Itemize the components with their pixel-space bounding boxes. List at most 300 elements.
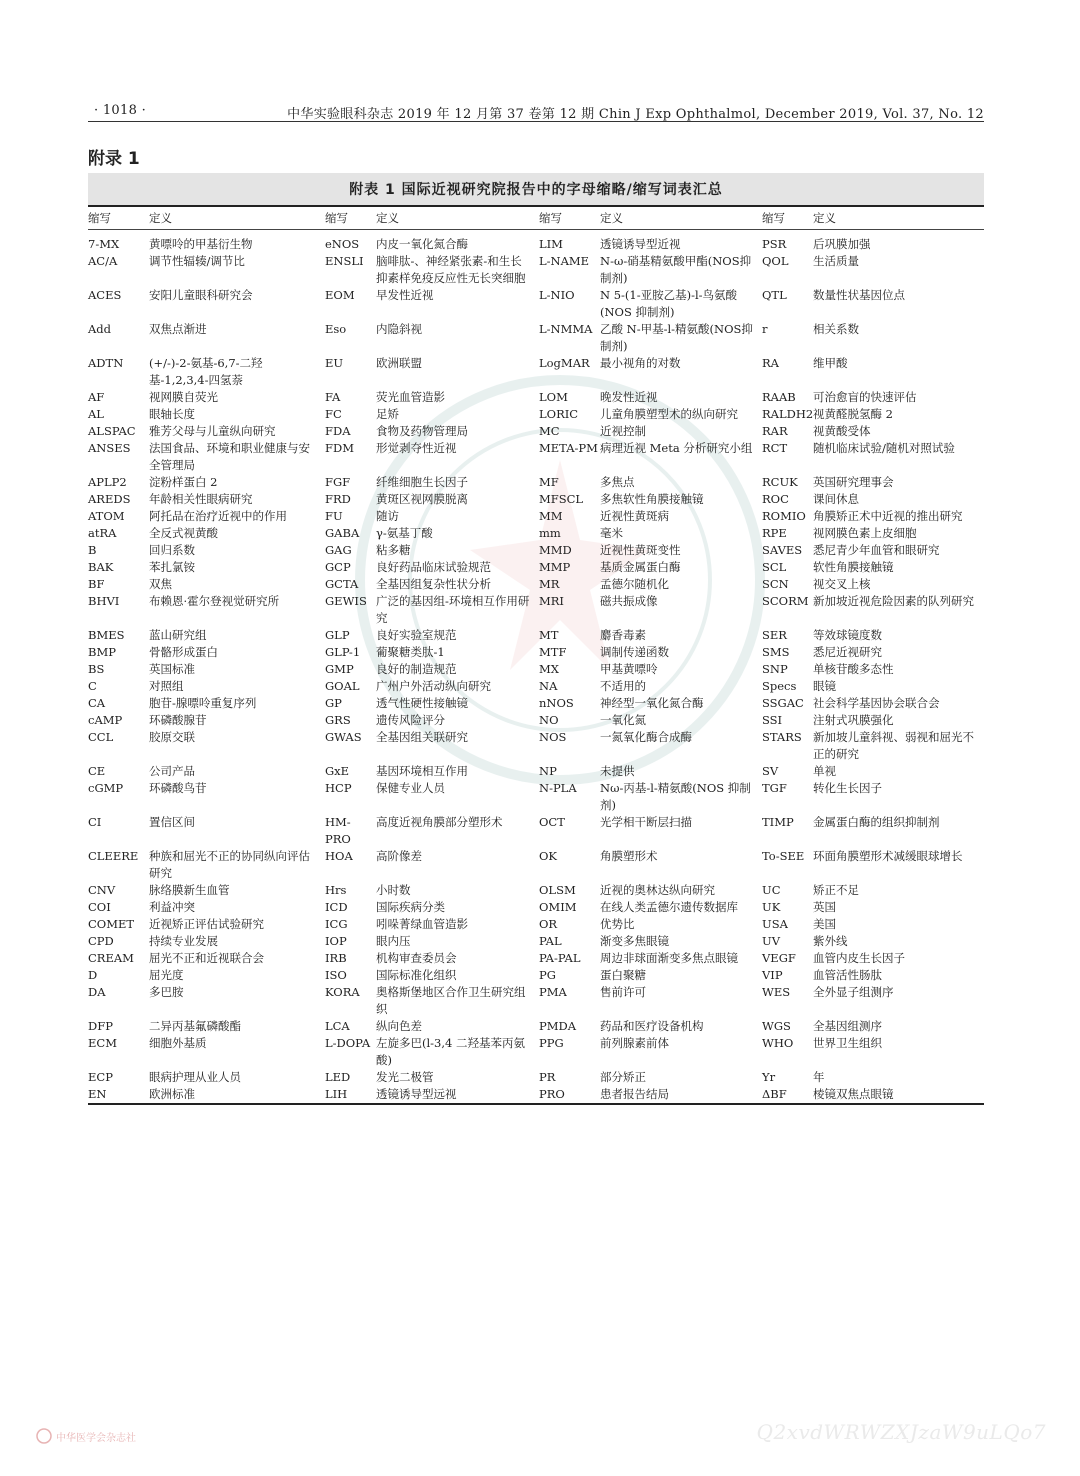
abbreviation-cell: TIMP (762, 815, 794, 829)
definition-cell: 年 (813, 1070, 825, 1084)
definition-cell: 转化生长因子 (813, 781, 882, 795)
definition-cell: 视网膜自荧光 (149, 390, 218, 404)
abbreviation-cell: RAR (762, 424, 788, 438)
abbreviation-cell: SNP (762, 662, 788, 676)
definition-cell: 奥格斯堡地区合作卫生研究组织 (376, 985, 526, 1016)
abbreviation-cell: PPG (539, 1036, 564, 1050)
definition-cell: 英国 (813, 900, 836, 914)
abbreviation-cell: FC (325, 407, 342, 421)
definition-cell: 前列腺素前体 (600, 1036, 669, 1050)
table-row (88, 678, 984, 695)
definition-cell: 乙酸 N-甲基-l-精氨酸(NOS抑制剂) (600, 322, 753, 353)
definition-cell: 周边非球面渐变多焦点眼镜 (600, 951, 738, 965)
abbreviation-cell: ANSES (88, 441, 131, 455)
column-header: 定义 (376, 207, 539, 230)
definition-cell: 世界卫生组织 (813, 1036, 882, 1050)
definition-cell: 左旋多巴(l-3,4 二羟基苯丙氨酸) (376, 1036, 525, 1067)
definition-cell: 紫外线 (813, 934, 848, 948)
definition-cell: 置信区间 (149, 815, 195, 829)
column-header: 定义 (149, 207, 325, 230)
definition-cell: 视黄醛脱氢酶 2 (813, 407, 893, 421)
table-row (88, 593, 984, 627)
definition-cell: 维甲酸 (813, 356, 848, 370)
definition-cell: 磁共振成像 (600, 594, 658, 608)
definition-cell: 布赖恩·霍尔登视觉研究所 (149, 594, 280, 608)
definition-cell: 小时数 (376, 883, 411, 897)
definition-cell: 患者报告结局 (600, 1086, 762, 1104)
definition-cell: 良好的制造规范 (376, 662, 457, 676)
definition-cell: 棱镜双焦点眼镜 (813, 1086, 984, 1104)
definition-cell: 阿托品在治疗近视中的作用 (149, 509, 287, 523)
definition-cell: 全基因组关联研究 (376, 730, 468, 744)
running-header (88, 101, 984, 122)
abbreviation-cell: ICG (325, 917, 348, 931)
abbreviation-cell: LIM (539, 237, 563, 251)
abbreviation-cell: N-PLA (539, 781, 577, 795)
abbreviation-cell: EOM (325, 288, 355, 302)
abbreviation-cell: COI (88, 900, 111, 914)
abbreviation-cell: RPE (762, 526, 787, 540)
definition-cell: 高度近视角膜部分塑形术 (376, 815, 503, 829)
abbreviation-cell: CPD (88, 934, 114, 948)
column-header: 缩写 (88, 207, 149, 230)
abbreviation-cell: BS (88, 662, 105, 676)
abbreviation-cell: VEGF (762, 951, 796, 965)
abbreviation-cell: RCUK (762, 475, 798, 489)
definition-cell: 粘多糖 (376, 543, 411, 557)
abbreviation-cell: PMA (539, 985, 567, 999)
definition-cell: 血管活性肠肽 (813, 968, 882, 982)
definition-cell: 良好实验室规范 (376, 628, 457, 642)
table-row (88, 848, 984, 882)
abbreviation-cell: PSR (762, 237, 787, 251)
definition-cell: 发光二极管 (376, 1070, 434, 1084)
abbreviation-cell: GABA (325, 526, 360, 540)
definition-cell: 金属蛋白酶的组织抑制剂 (813, 815, 940, 829)
definition-cell: 黄斑区视网膜脱离 (376, 492, 468, 506)
definition-cell: 高阶像差 (376, 849, 422, 863)
page-number: · 1018 · (94, 103, 147, 118)
abbreviation-cell: PR (539, 1070, 556, 1084)
definition-cell: 软性角膜接触镜 (813, 560, 894, 574)
abbreviation-cell: GAG (325, 543, 352, 557)
definition-cell: 全基因组测序 (813, 1019, 882, 1033)
definition-cell: 淀粉样蛋白 2 (149, 475, 218, 489)
definition-cell: 在线人类孟德尔遗传数据库 (600, 900, 738, 914)
abbreviation-cell: MTF (539, 645, 567, 659)
definition-cell: 不适用的 (600, 679, 646, 693)
table-row (88, 780, 984, 814)
table-row (88, 882, 984, 899)
definition-cell: 孟德尔随机化 (600, 577, 669, 591)
abbreviation-cell: META-PM (539, 441, 598, 455)
abbreviation-cell: IOP (325, 934, 347, 948)
abbreviation-cell: FDA (325, 424, 351, 438)
abbreviation-cell: OR (539, 917, 558, 931)
table-row (88, 474, 984, 491)
table-caption (88, 173, 984, 207)
definition-cell: 遗传风险评分 (376, 713, 445, 727)
abbreviation-cell: mm (539, 526, 561, 540)
abbreviation-cell: ΔBF (762, 1086, 813, 1104)
definition-cell: 眼镜 (813, 679, 836, 693)
table-row (88, 814, 984, 848)
table-row (88, 559, 984, 576)
abbreviation-cell: SMS (762, 645, 790, 659)
column-header: 缩写 (325, 207, 376, 230)
definition-cell: 相关系数 (813, 322, 859, 336)
abbreviation-cell: HOA (325, 849, 353, 863)
abbreviation-cell: eNOS (325, 237, 360, 251)
table-header-row (88, 207, 984, 230)
abbreviation-cell: MMD (539, 543, 572, 557)
abbreviation-cell: Specs (762, 679, 797, 693)
definition-cell: 生活质量 (813, 254, 859, 268)
abbreviation-cell: MFSCL (539, 492, 584, 506)
table-row (88, 984, 984, 1018)
abbreviation-cell: NO (539, 713, 559, 727)
definition-cell: 神经型一氧化氮合酶 (600, 696, 704, 710)
table-row (88, 287, 984, 321)
abbreviation-cell: MT (539, 628, 559, 642)
definition-cell: 纤维细胞生长因子 (376, 475, 468, 489)
abbreviation-table (88, 207, 984, 1105)
definition-cell: (+/-)-2-氨基-6,7-二羟基-1,2,3,4-四氢萘 (149, 356, 263, 387)
definition-cell: 广泛的基因组-环境相互作用研究 (376, 594, 530, 625)
abbreviation-cell: GWAS (325, 730, 362, 744)
abbreviation-cell: ALSPAC (88, 424, 136, 438)
abbreviation-cell: KORA (325, 985, 360, 999)
abbreviation-cell: LogMAR (539, 356, 590, 370)
definition-cell: 透镜诱导型远视 (376, 1086, 539, 1104)
abbreviation-cell: USA (762, 917, 788, 931)
definition-cell: 胶原交联 (149, 730, 195, 744)
definition-cell: N-ω-硝基精氨酸甲酯(NOS抑制剂) (600, 254, 752, 285)
table-row (88, 389, 984, 406)
table-row (88, 525, 984, 542)
table-row (88, 1018, 984, 1035)
abbreviation-cell: ECM (88, 1036, 117, 1050)
definition-cell: 细胞外基质 (149, 1036, 207, 1050)
abbreviation-cell: NP (539, 764, 557, 778)
definition-cell: 眼内压 (376, 934, 411, 948)
abbreviation-cell: UC (762, 883, 781, 897)
abbreviation-cell: GMP (325, 662, 354, 676)
abbreviation-cell: BHVI (88, 594, 120, 608)
definition-cell: 脉络膜新生血管 (149, 883, 230, 897)
abbreviation-cell: OMIM (539, 900, 577, 914)
abbreviation-cell: To-SEE (762, 849, 805, 863)
abbreviation-cell: cGMP (88, 781, 124, 795)
abbreviation-cell: Add (88, 322, 112, 336)
definition-cell: 欧洲联盟 (376, 356, 422, 370)
definition-cell: 视黄酸受体 (813, 424, 871, 438)
abbreviation-cell: MF (539, 475, 559, 489)
definition-cell: 麝香毒素 (600, 628, 646, 642)
definition-cell: 国际标准化组织 (376, 968, 457, 982)
abbreviation-cell: B (88, 543, 97, 557)
abbreviation-cell: NA (539, 679, 558, 693)
definition-cell: 吲哚菁绿血管造影 (376, 917, 468, 931)
abbreviation-cell: FGF (325, 475, 351, 489)
abbreviation-cell: GCTA (325, 577, 359, 591)
table-caption-text: 附表 1 国际近视研究院报告中的字母缩略/缩写词表汇总 (349, 182, 723, 198)
definition-cell: 全反式视黄酸 (149, 526, 218, 540)
table-row (88, 355, 984, 389)
abbreviation-cell: ACES (88, 288, 122, 302)
definition-cell: 新加坡儿童斜视、弱视和屈光不正的研究 (813, 730, 974, 761)
definition-cell: 悉尼近视研究 (813, 645, 882, 659)
definition-cell: 良好药品临床试验规范 (376, 560, 491, 574)
definition-cell: 角膜矫正术中近视的推出研究 (813, 509, 963, 523)
definition-cell: 渐变多焦眼镜 (600, 934, 669, 948)
abbreviation-cell: TGF (762, 781, 787, 795)
abbreviation-cell: RAAB (762, 390, 796, 404)
table-row (88, 967, 984, 984)
abbreviation-cell: nNOS (539, 696, 574, 710)
table-row (88, 1069, 984, 1086)
abbreviation-cell: ROC (762, 492, 789, 506)
abbreviation-cell: FRD (325, 492, 351, 506)
abbreviation-cell: RALDH2 (762, 407, 814, 421)
abbreviation-cell: EN (88, 1086, 149, 1104)
definition-cell: 公司产品 (149, 764, 195, 778)
abbreviation-cell: IRB (325, 951, 347, 965)
definition-cell: 多焦软性角膜接触镜 (600, 492, 704, 506)
abbreviation-cell: AF (88, 390, 105, 404)
abbreviation-cell: MX (539, 662, 559, 676)
publisher-seal-icon (36, 1428, 52, 1444)
abbreviation-cell: LIH (325, 1086, 376, 1104)
abbreviation-cell: STARS (762, 730, 802, 744)
definition-cell: 社会科学基因协会联合会 (813, 696, 940, 710)
definition-cell: 调节性辐辏/调节比 (149, 254, 245, 268)
table-row (88, 712, 984, 729)
definition-cell: 纵向色差 (376, 1019, 422, 1033)
definition-cell: γ-氨基丁酸 (376, 526, 433, 540)
definition-cell: 利益冲突 (149, 900, 195, 914)
abbreviation-cell: SSI (762, 713, 783, 727)
abbreviation-cell: ISO (325, 968, 347, 982)
table-row (88, 695, 984, 712)
abbreviation-cell: QOL (762, 254, 789, 268)
definition-cell: 保健专业人员 (376, 781, 445, 795)
abbreviation-cell: CLEERE (88, 849, 139, 863)
abbreviation-cell: FA (325, 390, 341, 404)
definition-cell: 药品和医疗设备机构 (600, 1019, 704, 1033)
definition-cell: 英国研究理事会 (813, 475, 894, 489)
abbreviation-cell: L-NIO (539, 288, 575, 302)
abbreviation-cell: LCA (325, 1019, 350, 1033)
definition-cell: 蓝山研究组 (149, 628, 207, 642)
definition-cell: 光学相干断层扫描 (600, 815, 692, 829)
definition-cell: 二异丙基氟磷酸酯 (149, 1019, 241, 1033)
definition-cell: 全基因组复杂性状分析 (376, 577, 491, 591)
abbreviation-cell: BMES (88, 628, 125, 642)
definition-cell: 环磷酸鸟苷 (149, 781, 207, 795)
definition-cell: 部分矫正 (600, 1070, 646, 1084)
abbreviation-cell: CA (88, 696, 106, 710)
abbreviation-cell: VIP (762, 968, 783, 982)
definition-cell: 一氧化氮 (600, 713, 646, 727)
abbreviation-cell: AREDS (88, 492, 131, 506)
abbreviation-cell: PRO (539, 1086, 600, 1104)
abbreviation-cell: Eso (325, 322, 347, 336)
table-row (88, 1035, 984, 1069)
abbreviation-cell: GRS (325, 713, 351, 727)
abbreviation-cell: DA (88, 985, 106, 999)
definition-cell: 法国食品、环境和职业健康与安全管理局 (149, 441, 310, 472)
definition-cell: 黄嘌呤的甲基衍生物 (149, 237, 253, 251)
definition-cell: 双焦 (149, 577, 172, 591)
abbreviation-cell: NOS (539, 730, 567, 744)
abbreviation-cell: MR (539, 577, 560, 591)
abbreviation-cell: GEWIS (325, 594, 367, 608)
abbreviation-cell: BMP (88, 645, 116, 659)
abbreviation-cell: CNV (88, 883, 116, 897)
abbreviation-cell: D (88, 968, 98, 982)
table-row (88, 899, 984, 916)
abbreviation-cell: CE (88, 764, 106, 778)
table-row (88, 763, 984, 780)
definition-cell: 持续专业发展 (149, 934, 218, 948)
definition-cell: 对照组 (149, 679, 184, 693)
abbreviation-cell: BF (88, 577, 105, 591)
definition-cell: 售前许可 (600, 985, 646, 999)
abbreviation-cell: GLP (325, 628, 350, 642)
definition-cell: 欧洲标准 (149, 1086, 325, 1104)
abbreviation-cell: r (762, 322, 768, 336)
definition-cell: 随机临床试验/随机对照试验 (813, 441, 955, 455)
abbreviation-cell: ROMIO (762, 509, 806, 523)
definition-cell: 单视 (813, 764, 836, 778)
abbreviation-cell: GCP (325, 560, 351, 574)
abbreviation-cell: MC (539, 424, 560, 438)
definition-cell: 环磷酸腺苷 (149, 713, 207, 727)
publisher-logo (36, 1428, 136, 1444)
definition-cell: 透镜诱导型近视 (600, 237, 681, 251)
table-row (88, 1086, 984, 1104)
definition-cell: 毫米 (600, 526, 623, 540)
definition-cell: 足矫 (376, 407, 399, 421)
abbreviation-cell: BAK (88, 560, 114, 574)
definition-cell: 随访 (376, 509, 399, 523)
definition-cell: 环面角膜塑形术减缓眼球增长 (813, 849, 963, 863)
definition-cell: 蛋白聚糖 (600, 968, 646, 982)
abbreviation-cell: COMET (88, 917, 135, 931)
abbreviation-cell: UK (762, 900, 781, 914)
abbreviation-cell: CI (88, 815, 102, 829)
definition-cell: 广州户外活动纵向研究 (376, 679, 491, 693)
journal-citation: 中华实验眼科杂志 2019 年 12 月第 37 卷第 12 期 Chin J Exp Ophthalmol, December 2019, Vol. 37, No. 12 (287, 107, 984, 122)
table-row (88, 916, 984, 933)
table-row (88, 661, 984, 678)
definition-cell: 一氮氧化酶合成酶 (600, 730, 692, 744)
table-row (88, 230, 984, 254)
table-row (88, 440, 984, 474)
definition-cell: 眼病护理从业人员 (149, 1070, 241, 1084)
abbreviation-cell: SAVES (762, 543, 803, 557)
abbreviation-cell: HM-PRO (325, 815, 351, 846)
definition-cell: 脑啡肽-、神经紧张素-和生长抑素样免疫反应性无长突细胞 (376, 254, 526, 285)
abbreviation-cell: OK (539, 849, 558, 863)
abbreviation-cell: ADTN (88, 356, 124, 370)
definition-cell: 种族和屈光不正的协同纵向评估研究 (149, 849, 310, 880)
abbreviation-cell: L-NAME (539, 254, 590, 268)
definition-cell: 透气性硬性接触镜 (376, 696, 468, 710)
definition-cell: 机构审查委员会 (376, 951, 457, 965)
abbreviation-cell: GxE (325, 764, 350, 778)
table-row (88, 423, 984, 440)
abbreviation-cell: atRA (88, 526, 117, 540)
abbreviation-cell: RA (762, 356, 779, 370)
definition-cell: 安阳儿童眼科研究会 (149, 288, 253, 302)
abbreviation-cell: OLSM (539, 883, 576, 897)
definition-cell: 内皮一氧化氮合酶 (376, 237, 468, 251)
table-row (88, 542, 984, 559)
definition-cell: 荧光血管造影 (376, 390, 445, 404)
abbreviation-cell: QTL (762, 288, 787, 302)
abbreviation-cell: OCT (539, 815, 565, 829)
abbreviation-cell: ECP (88, 1070, 113, 1084)
abbreviation-cell: SCORM (762, 594, 809, 608)
column-header: 定义 (600, 207, 762, 230)
definition-cell: 病理近视 Meta 分析研究小组 (600, 441, 753, 455)
table-row (88, 406, 984, 423)
definition-cell: 近视性黄斑病 (600, 509, 669, 523)
definition-cell: 葡聚糖类肽-1 (376, 645, 445, 659)
definition-cell: 苯扎氯铵 (149, 560, 195, 574)
definition-cell: 注射式巩膜强化 (813, 713, 894, 727)
abbreviation-cell: WES (762, 985, 791, 999)
definition-cell: 角膜塑形术 (600, 849, 658, 863)
abbreviation-cell: WGS (762, 1019, 791, 1033)
abbreviation-cell: APLP2 (88, 475, 127, 489)
abbreviation-cell: LOM (539, 390, 568, 404)
definition-cell: 甲基黄嘌呤 (600, 662, 658, 676)
abbreviation-cell: PG (539, 968, 556, 982)
abbreviation-cell: CREAM (88, 951, 134, 965)
definition-cell: 近视矫正评估试验研究 (149, 917, 264, 931)
definition-cell: 等效球镜度数 (813, 628, 882, 642)
definition-cell: 年龄相关性眼病研究 (149, 492, 253, 506)
abbreviation-cell: C (88, 679, 97, 693)
abbreviation-cell: SCL (762, 560, 787, 574)
definition-cell: 美国 (813, 917, 836, 931)
definition-cell: 晚发性近视 (600, 390, 658, 404)
table-row (88, 627, 984, 644)
definition-cell: 食物及药物管理局 (376, 424, 468, 438)
table-row (88, 253, 984, 287)
definition-cell: 可治愈盲的快速评估 (813, 390, 917, 404)
abbreviation-cell: 7-MX (88, 237, 120, 251)
definition-cell: 屈光不正和近视联合会 (149, 951, 264, 965)
definition-cell: 血管内皮生长因子 (813, 951, 905, 965)
definition-cell: 全外显子组测序 (813, 985, 894, 999)
abbreviation-cell: GLP-1 (325, 645, 361, 659)
abbreviation-cell: UV (762, 934, 780, 948)
table-body (88, 230, 984, 1105)
table-row (88, 508, 984, 525)
abbreviation-cell: PA-PAL (539, 951, 581, 965)
table-row (88, 950, 984, 967)
definition-cell: 近视的奥林达纵向研究 (600, 883, 715, 897)
definition-cell: 新加坡近视危险因素的队列研究 (813, 594, 974, 608)
column-header: 缩写 (762, 207, 813, 230)
abbreviation-cell: AC/A (88, 254, 118, 268)
publisher-logo-text: 中华医学会杂志社 (56, 1432, 136, 1444)
abbreviation-cell: FDM (325, 441, 354, 455)
